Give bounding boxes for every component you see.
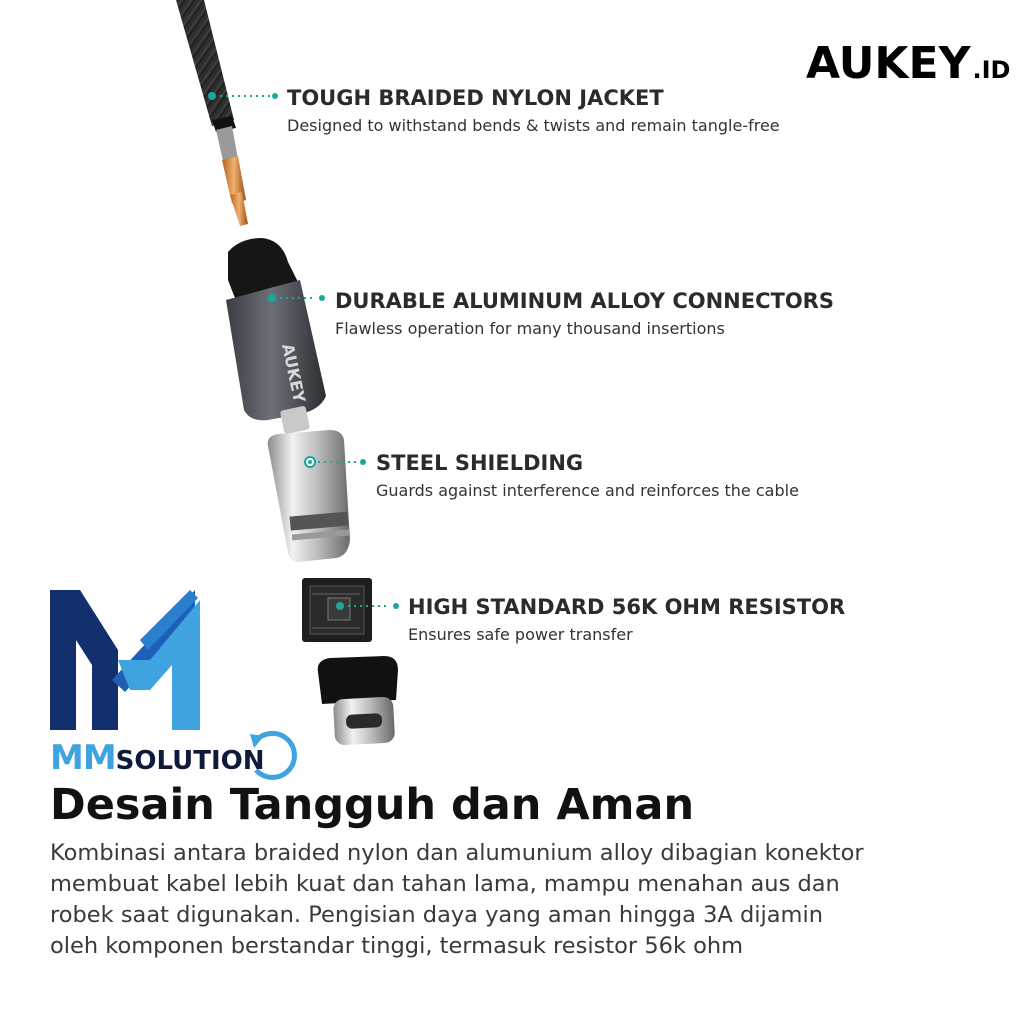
body-line: oleh komponen berstandar tinggi, termasuk resistor 56k ohm [50, 933, 744, 959]
body-paragraph [50, 838, 930, 962]
body-line: membuat kabel lebih kuat dan tahan lama, mampu menahan aus dan [50, 871, 840, 897]
usb-c-plug [318, 656, 398, 746]
feature-title: TOUGH BRAIDED NYLON JACKET [287, 86, 664, 110]
feature-nylon-jacket [287, 86, 780, 135]
feature-title: STEEL SHIELDING [376, 451, 584, 475]
feature-aluminum-connectors [335, 289, 834, 338]
feature-title: DURABLE ALUMINUM ALLOY CONNECTORS [335, 289, 834, 313]
steel-shield [268, 430, 350, 562]
feature-title: HIGH STANDARD 56K OHM RESISTOR [408, 595, 846, 619]
braided-cable [176, 0, 248, 226]
feature-description: Flawless operation for many thousand insertions [335, 319, 725, 338]
feature-description: Ensures safe power transfer [408, 625, 633, 644]
body-line: Kombinasi antara braided nylon dan alumunium alloy dibagian konektor [50, 840, 864, 866]
watermark-solution: SOLUTION [115, 746, 265, 776]
brand-name: AUKEY [806, 38, 971, 89]
feature-resistor [408, 595, 845, 644]
body-line: robek saat digunakan. Pengisian daya yang aman hingga 3A dijamin [50, 902, 823, 928]
aluminum-connector [226, 238, 326, 434]
connector-label: AUKEY [278, 341, 310, 405]
resistor-pcb [302, 578, 372, 642]
feature-description: Designed to withstand bends & twists and remain tangle-free [287, 116, 780, 135]
page-headline: Desain Tangguh dan Aman [50, 780, 695, 830]
brand-suffix: .ID [972, 56, 1011, 84]
mm-solution-watermark [50, 738, 265, 778]
feature-steel-shielding [376, 451, 799, 500]
mm-solution-logo-mark [50, 590, 200, 730]
watermark-mm: MM [50, 738, 116, 778]
feature-description: Guards against interference and reinforces the cable [376, 481, 799, 500]
